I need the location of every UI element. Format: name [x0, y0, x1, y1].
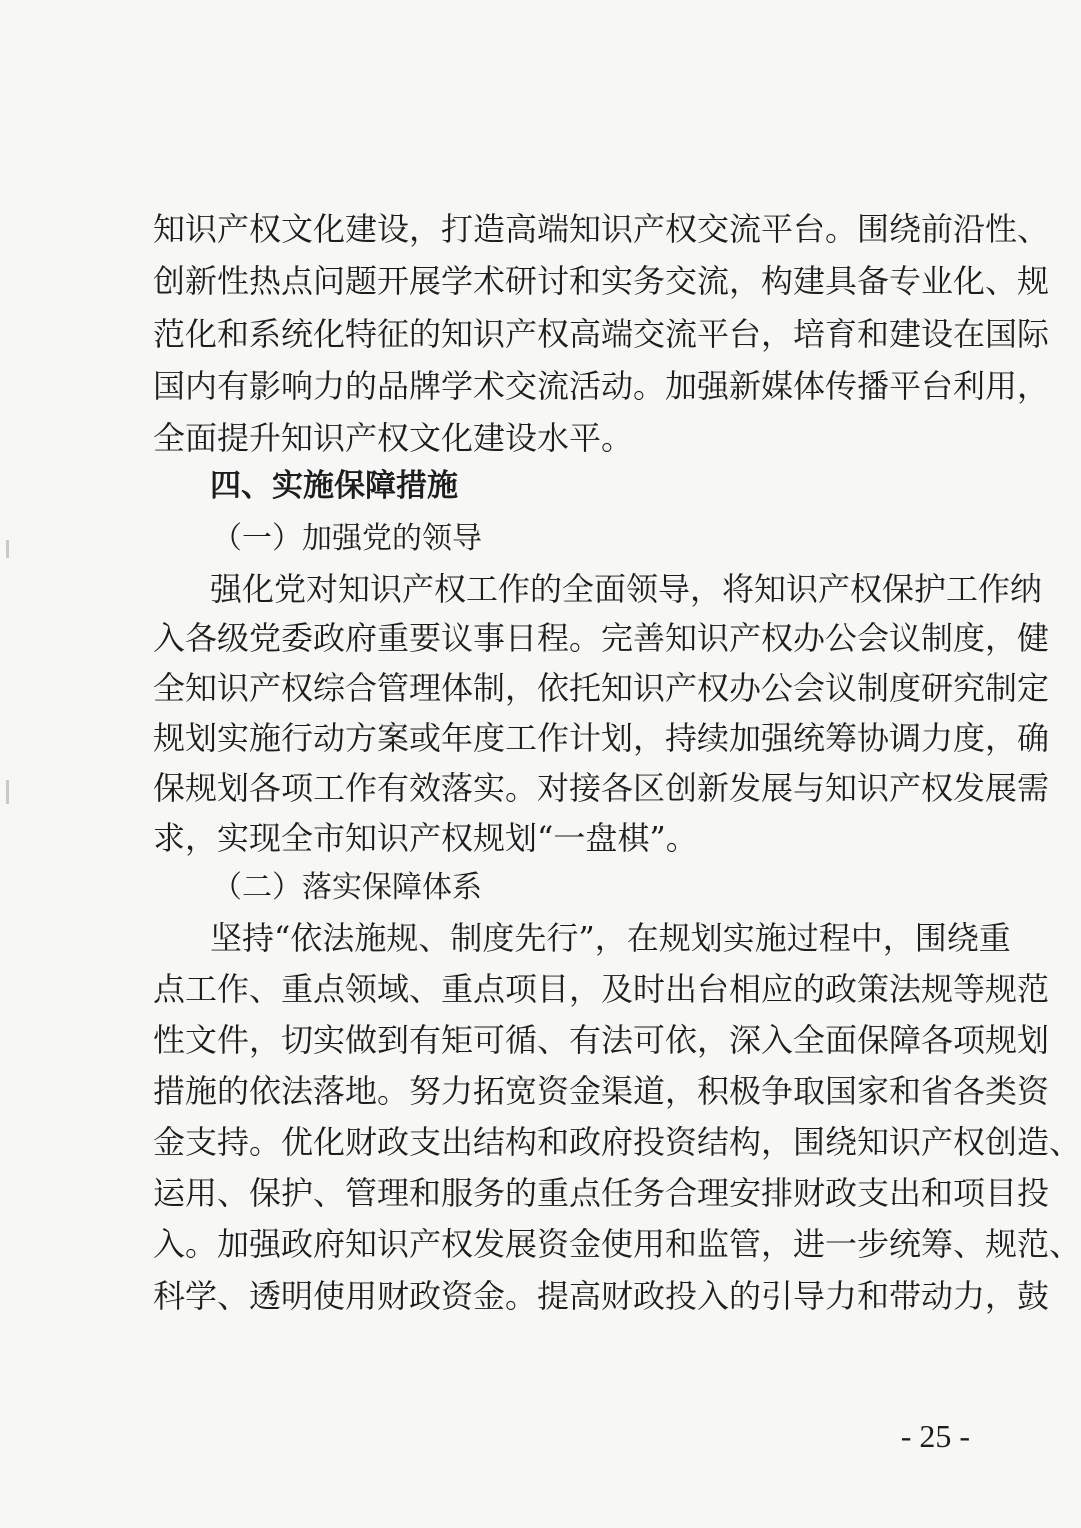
- paragraph-first-line: 坚持“依法施规、制度先行”，在规划实施过程中，围绕重: [210, 919, 1011, 957]
- paragraph-first-line: 强化党对知识产权工作的全面领导，将知识产权保护工作纳: [210, 570, 1043, 608]
- body-text-line: 规划实施行动方案或年度工作计划，持续加强统筹协调力度，确: [153, 719, 1050, 757]
- body-text-line: 科学、透明使用财政资金。提高财政投入的引导力和带动力，鼓: [153, 1277, 1050, 1315]
- subsection-heading: （一）加强党的领导: [212, 521, 482, 556]
- body-text-line: 性文件，切实做到有矩可循、有法可依，深入全面保障各项规划: [153, 1021, 1050, 1059]
- body-text-line: 点工作、重点领域、重点项目，及时出台相应的政策法规等规范: [153, 970, 1050, 1008]
- body-text-line: 措施的依法落地。努力拓宽资金渠道，积极争取国家和省各类资: [153, 1072, 1050, 1110]
- scan-edge-mark: [6, 780, 9, 804]
- scan-edge-mark: [6, 540, 9, 558]
- body-text-line: 国内有影响力的品牌学术交流活动。加强新媒体传播平台利用，: [153, 367, 1050, 405]
- section-heading: 四、实施保障措施: [210, 468, 458, 504]
- body-text-line: 入。加强政府知识产权发展资金使用和监管，进一步统筹、规范、: [153, 1225, 1081, 1263]
- body-text-line: 全知识产权综合管理体制，依托知识产权办公会议制度研究制定: [153, 669, 1050, 707]
- body-text-line: 金支持。优化财政支出结构和政府投资结构，围绕知识产权创造、: [153, 1123, 1081, 1161]
- body-text-line: 全面提升知识产权文化建设水平。: [153, 419, 634, 457]
- body-text-line: 入各级党委政府重要议事日程。完善知识产权办公会议制度，健: [153, 619, 1050, 657]
- body-text-line: 求，实现全市知识产权规划“一盘棋”。: [153, 819, 698, 857]
- subsection-heading: （二）落实保障体系: [212, 870, 482, 905]
- body-text-line: 运用、保护、管理和服务的重点任务合理安排财政支出和项目投: [153, 1174, 1050, 1212]
- body-text-line: 保规划各项工作有效落实。对接各区创新发展与知识产权发展需: [153, 769, 1050, 807]
- body-text-line: 范化和系统化特征的知识产权高端交流平台，培育和建设在国际: [153, 315, 1050, 353]
- body-text-line: 创新性热点问题开展学术研讨和实务交流，构建具备专业化、规: [153, 262, 1050, 300]
- page-number: - 25 -: [900, 1418, 970, 1454]
- body-text-line: 知识产权文化建设，打造高端知识产权交流平台。围绕前沿性、: [153, 210, 1050, 248]
